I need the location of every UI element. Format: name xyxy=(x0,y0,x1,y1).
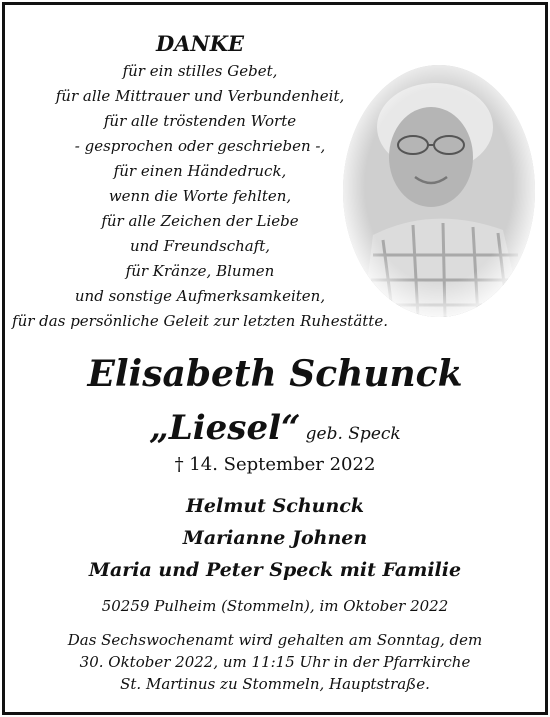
poem-line: wenn die Worte fehlten, xyxy=(108,187,292,205)
poem-line: für alle Zeichen der Liebe xyxy=(101,212,299,230)
poem-line: und sonstige Aufmerksamkeiten, xyxy=(74,287,326,305)
poem-line: für einen Händedruck, xyxy=(113,162,287,180)
nickname: „Liesel“ xyxy=(149,408,301,448)
service-notice xyxy=(5,629,545,695)
family-list xyxy=(5,490,545,586)
poem-heading: DANKE xyxy=(156,31,244,56)
obituary-card xyxy=(2,2,548,715)
portrait-photo xyxy=(343,65,535,317)
family-member: Maria und Peter Speck mit Familie xyxy=(88,559,462,581)
family-member: Helmut Schunck xyxy=(185,495,365,517)
service-line: Das Sechswochenamt wird gehalten am Sonntag, dem xyxy=(67,631,483,649)
poem-line: für ein stilles Gebet, xyxy=(122,62,278,80)
thank-you-poem xyxy=(5,29,395,334)
portrait-illustration xyxy=(343,65,535,317)
service-line: St. Martinus zu Stommeln, Hauptstraße. xyxy=(120,675,430,693)
poem-line: für alle Mittrauer und Verbundenheit, xyxy=(55,87,345,105)
nickname-line xyxy=(5,407,545,455)
poem-line: für Kränze, Blumen xyxy=(125,262,275,280)
poem-line: und Freundschaft, xyxy=(129,237,271,255)
poem-line: für das persönliche Geleit zur letzten Ruhestätte. xyxy=(12,312,388,330)
death-date: † 14. September 2022 xyxy=(174,454,376,475)
deceased-name: Elisabeth Schunck xyxy=(87,353,463,395)
poem-line: für alle tröstenden Worte xyxy=(103,112,297,130)
poem-line: - gesprochen oder geschrieben -, xyxy=(74,137,326,155)
place-date: 50259 Pulheim (Stommeln), im Oktober 2022 xyxy=(101,597,449,615)
family-member: Marianne Johnen xyxy=(182,527,368,549)
service-line: 30. Oktober 2022, um 11:15 Uhr in der Pfarrkirche xyxy=(79,653,471,671)
maiden-name: geb. Speck xyxy=(305,424,401,444)
